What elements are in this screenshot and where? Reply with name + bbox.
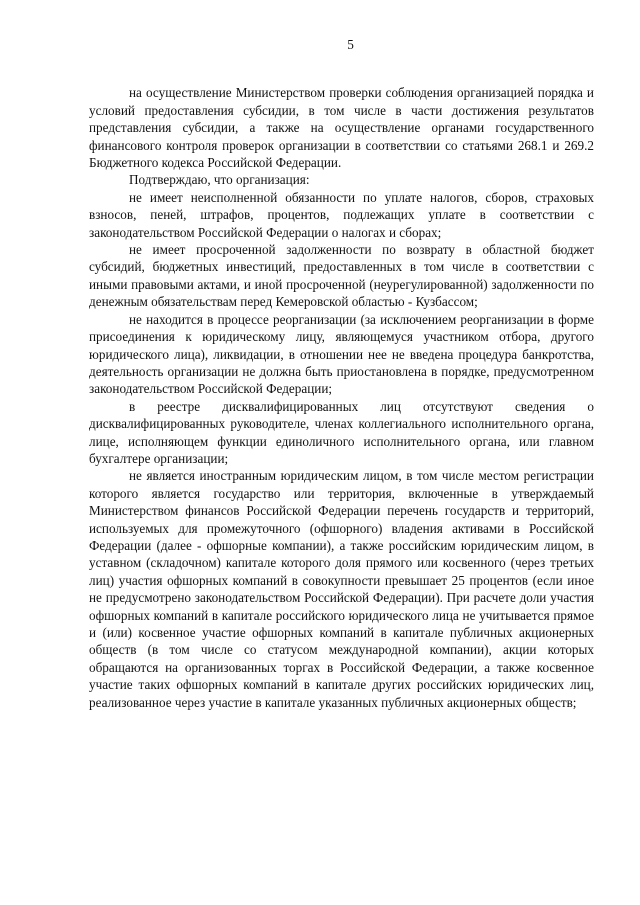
paragraph-not-reorganizing: не находится в процессе реорганизации (за исключением реорганизации в форме присоединения к юридическому лицу, являющемуся участником отбора, другого юридического лица), ликвидации, в отношении нее не введена процедура банкротства, деятельность организации не должна быть приостановлена в порядке, предусмотренном законодательством Российской Федерации;: [89, 311, 594, 397]
paragraph-confirmation-intro: Подтверждаю, что организация:: [129, 172, 310, 188]
paragraph-consent-continuation: на осуществление Министерством проверки соблюдения организацией порядка и условий предоставления субсидии, в том числе в части достижения результатов представления субсидии, а также на осуществление органами государственного финансового контроля проверок организации в соответствии со статьями 268.1 и 269.2 Бюджетного кодекса Российской Федерации.: [89, 85, 594, 171]
paragraph-disqualified-registry: в реестре дисквалифицированных лиц отсутствуют сведения о дисквалифицированных руководителе, членах коллегиального исполнительного органа, лице, исполняющем функции единоличного исполнительного органа, или главном бухгалтере организации;: [89, 398, 594, 466]
page-number: 5: [347, 37, 354, 52]
paragraph-no-tax-debt: не имеет неисполненной обязанности по уплате налогов, сборов, страховых взносов, пеней, штрафов, процентов, подлежащих уплате в соответствии с законодательством Российской Федерации о налогах и сборах;: [89, 189, 594, 240]
paragraph-no-overdue-debt: не имеет просроченной задолженности по возврату в областной бюджет субсидий, бюджетных инвестиций, предоставленных в том числе в соответствии с иными правовыми актами, и иной просроченной (неурегулированной) задолженности по денежным обязательствам перед Кемеровской областью - Кузбассом;: [89, 242, 594, 310]
paragraph-not-foreign-entity: не является иностранным юридическим лицом, в том числе местом регистрации которого является государство или территория, включенные в утверждаемый Министерством финансов Российской Федерации перечень государств и территорий, используемых для промежуточного (офшорного) владения активами в Российской Федерации (далее - офшорные компании), а также российским юридическим лицом, в уставном (складочном) капитале которого доля прямого или косвенного (через третьих лиц) участия офшорных компаний в совокупности превышает 25 процентов (если иное не предусмотрено законодательством Российской Федерации). При расчете доли участия офшорных компаний в капитале российского юридического лица не учитывается прямое и (или) косвенное участие офшорных компаний в капитале публичных акционерных обществ (в том числе со статусом международной компании), акции которых обращаются на организованных торгах в Российской Федерации, а также косвенное участие таких офшорных компаний в капитале других российских юридических лиц, реализованное через участие в капитале указанных публичных акционерных обществ;: [89, 468, 594, 710]
